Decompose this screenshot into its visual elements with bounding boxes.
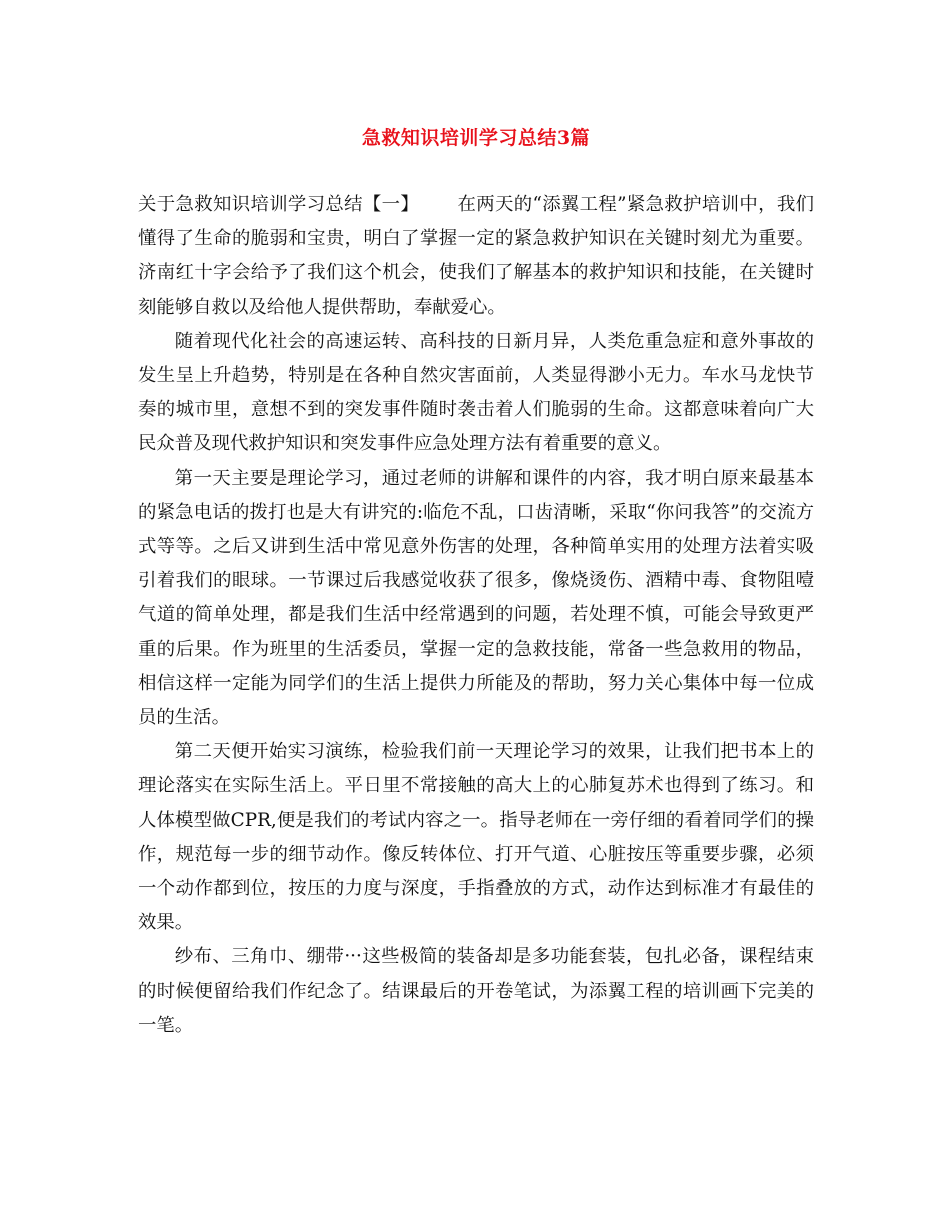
paragraph-1-text: 在两天的“添翼工程”紧急救护培训中，我们懂得了生命的脆弱和宝贵，明白了掌握一定的紧急救护知识在关键时刻尤为重要。济南红十字会给予了我们这个机会，使我们了解基本的救护知识和技能，在关键时刻能够自救以及给他人提供帮助，奉献爱心。 xyxy=(138,194,814,318)
paragraph-2: 随着现代化社会的高速运转、高科技的日新月异，人类危重急症和意外事故的发生呈上升趋势，特别是在各种自然灾害面前，人类显得渺小无力。车水马龙快节奏的城市里，意想不到的突发事件随时袭击着人们脆弱的生命。这都意味着向广大民众普及现代救护知识和突发事件应急处理方法有着重要的意义。 xyxy=(138,330,814,455)
paragraph-1 xyxy=(138,188,814,325)
paragraph-4: 第二天便开始实习演练，检验我们前一天理论学习的效果，让我们把书本上的理论落实在实际生活上。平日里不常接触的高大上的心肺复苏术也得到了练习。和人体模型做CPR,便是我们的考试内容之一。指导老师在一旁仔细的看着同学们的操作，规范每一步的细节动作。像反转体位、打开气道、心脏按压等重要步骤，必须一个动作都到位，按压的力度与深度，手指叠放的方式，动作达到标准才有最佳的效果。 xyxy=(138,741,814,934)
document-body xyxy=(138,188,814,1043)
document-page xyxy=(138,0,814,1230)
section-heading: 关于急救知识培训学习总结【一】 xyxy=(138,194,420,215)
paragraph-5: 纱布、三角巾、绷带···这些极简的装备却是多功能套装，包扎必备，课程结束的时候便留给我们作纪念了。结课最后的开卷笔试，为添翼工程的培训画下完美的一笔。 xyxy=(138,946,814,1036)
document-title: 急救知识培训学习总结3篇 xyxy=(361,127,591,149)
paragraph-3: 第一天主要是理论学习，通过老师的讲解和课件的内容，我才明白原来最基本的紧急电话的拨打也是大有讲究的:临危不乱，口齿清晰，采取“你问我答”的交流方式等等。之后又讲到生活中常见意外伤害的处理，各种简单实用的处理方法着实吸引着我们的眼球。一节课过后我感觉收获了很多，像烧烫伤、酒精中毒、食物阻噎气道的简单处理，都是我们生活中经常遇到的问题，若处理不慎，可能会导致更严重的后果。作为班里的生活委员，掌握一定的急救技能，常备一些急救用的物品，相信这样一定能为同学们的生活上提供力所能及的帮助，努力关心集体中每一位成员的生活。 xyxy=(138,467,814,729)
